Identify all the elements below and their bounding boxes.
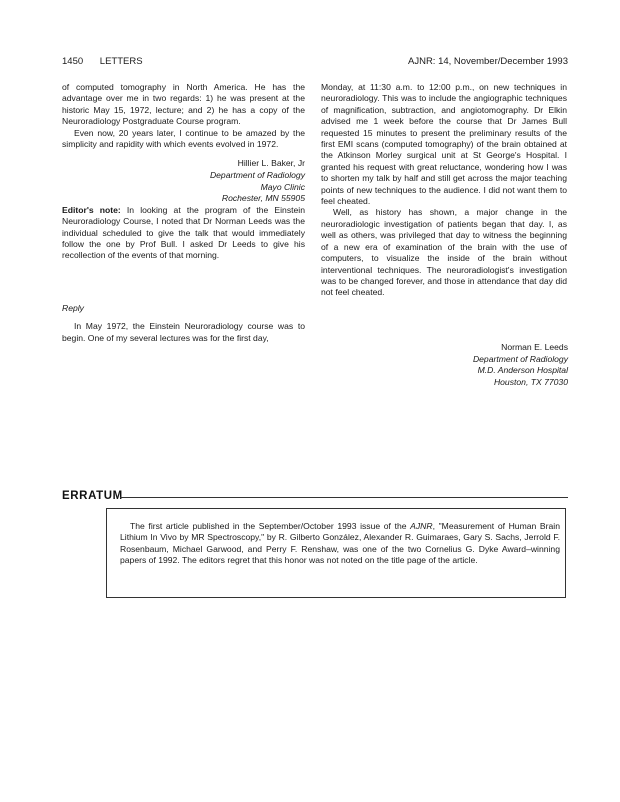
author-institution: M.D. Anderson Hospital [477,365,568,376]
reply-heading: Reply [62,302,84,313]
journal-abbreviation: AJNR [410,521,433,531]
editors-note [62,205,305,262]
left-column [62,82,305,344]
author-department: Department of Radiology [472,353,568,364]
right-column [321,82,567,299]
erratum-heading: ERRATUM [62,490,123,502]
reply-paragraph: In May 1972, the Einstein Neuroradiology course was to begin. One of my several lectures was for the first day, [62,321,305,343]
journal-citation: AJNR: 14, November/December 1993 [408,56,568,67]
section-title: LETTERS [99,56,143,67]
reply-paragraph: Well, as history has shown, a major change in the neuroradiologic investigation of patients began that day. I, as well as others, was privileged that day to witness the beginning of a new era of examination of the brain with the use of computers, to visualize the inside of the brain without interventional techniques. The neuroradiologist's investigation was to be changed forever, and those in attendance that day did not feel cheated. [321,207,567,298]
author-institution: Mayo Clinic [260,181,305,192]
author-city: Rochester, MN 55905 [221,193,305,204]
letter-paragraph: of computed tomography in North America. He has the advantage over me in two regards: 1) he was present at the historic May 15, 1972, lecture; and 2) he has a copy of the Neuroradiology Postgraduate Course program. [62,82,305,127]
erratum-divider [120,497,568,498]
author-name: Hillier L. Baker, Jr [237,158,305,169]
reply-paragraph: Monday, at 11:30 a.m. to 12:00 p.m., on new techniques in neuroradiology. This was to include the angiographic techniques of magnification, subtraction, and angiotomography. Dr Elkin advised me 1 week before the course that Dr James Bull requested 15 minutes to present the preliminary results of the first EMI scans (computed tomography) of the brain obtained at the Atkinson Morley surgical unit at St George's Hospital. I granted his request with great reluctance, wondering how I was to shorten my talk by half and still get across the major teaching points of new techniques to the audience. I did not want them to feel cheated. [321,82,567,207]
erratum-body [120,521,560,567]
letter-paragraph: Even now, 20 years later, I continue to be amazed by the simplicity and rapidity with which events evolved in 1972. [62,127,305,150]
page-number: 1450 [62,56,84,67]
erratum-text-a: The first article published in the September/October 1993 issue of the [130,521,411,531]
author-name: Norman E. Leeds [501,342,568,352]
running-header [62,56,568,67]
author-department: Department of Radiology [209,170,305,181]
author-signature [62,158,305,204]
author-city: Houston, TX 77030 [493,376,568,387]
editors-note-label: Editor's note: [62,204,121,215]
erratum-text-b: , "Measurement of Human Brain Lithium In Vivo by MR Spectroscopy," by R. Gilberto González, Alexander R. Guimaraes, Gary S. Sachs, Jerrold F. Rosenbaum, Michael Garwood, and Perry F. Renshaw, was one of the two Cornelius G. Dyke Award–winning papers of 1992. The editors regret that this honor was not noted on the title page of the article. [120,521,560,566]
editors-note-text: In looking at the program of the Einstein Neuroradiology Course, I noted that Dr Norman Leeds was the individual scheduled to give the talk that would immediately follow the one by Prof Bull. I asked Dr Leeds to give his recollection of the events of that morning. [62,204,305,261]
reply-signature [473,342,568,388]
